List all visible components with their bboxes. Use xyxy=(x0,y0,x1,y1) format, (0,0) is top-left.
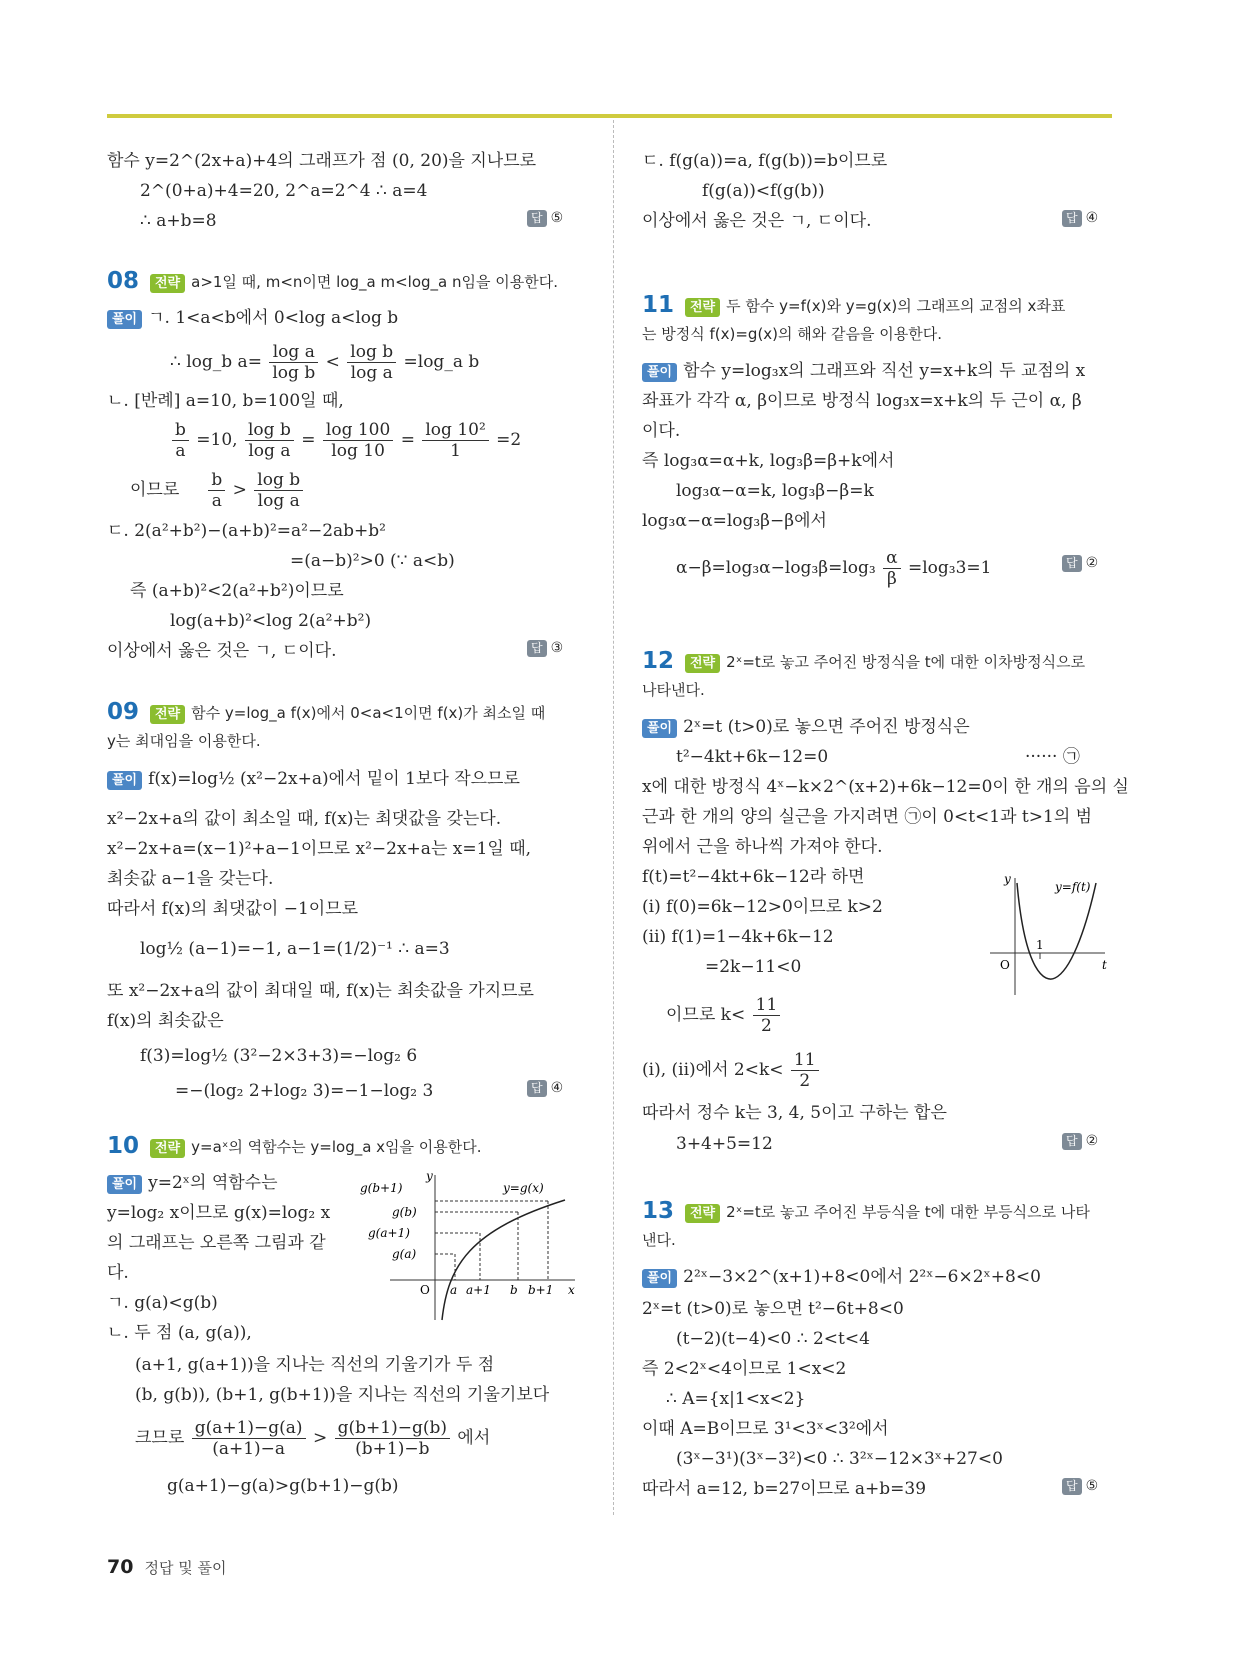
line-text: =10, xyxy=(196,430,238,450)
solution-11-line-7 xyxy=(676,548,992,589)
solution-09-line-9: f(3)=log½ (3²−2×3+3)=−log₂ 6 xyxy=(140,1046,418,1066)
solution-08-line-7: =(a−b)²>0 (∵ a<b) xyxy=(290,551,455,571)
x-axis-label: x xyxy=(568,1283,575,1297)
line-text: 이므로 xyxy=(130,480,180,500)
solution-11-line-3: 이다. xyxy=(642,421,681,441)
solution-11-line-6: log₃α−α=log₃β−β에서 xyxy=(642,511,827,531)
curve-label: y=f(t) xyxy=(1055,880,1091,894)
fraction xyxy=(254,470,303,511)
strategy-09-line-2: y는 최대임을 이용한다. xyxy=(107,732,261,750)
solution-13-line-4: 즉 2<2ˣ<4이므로 1<x<2 xyxy=(642,1359,847,1379)
numerator: log b xyxy=(254,470,303,491)
solution-10-line-6: ㄴ. 두 점 (a, g(a)), xyxy=(107,1323,252,1343)
solution-11-line-5: log₃α−α=k, log₃β−β=k xyxy=(676,481,874,501)
tick-label: 1 xyxy=(1036,938,1044,952)
strategy-text: 2ˣ=t로 놓고 주어진 방정식을 t에 대한 이차방정식으로 xyxy=(726,653,1086,671)
line-text: ㄱ. 1<a<b에서 0<log a<log b xyxy=(148,308,399,328)
solution-09-line-7: 또 x²−2x+a의 값이 최대일 때, f(x)는 최솟값을 가지므로 xyxy=(107,981,534,1001)
intro-line-3: ∴ a+b=8 xyxy=(140,211,217,231)
strategy-text: y=aˣ의 역함수는 y=log_a x임을 이용한다. xyxy=(191,1138,482,1156)
solution-12-line-8: (ii) f(1)=1−4k+6k−12 xyxy=(642,927,834,947)
fraction xyxy=(422,420,488,461)
fraction xyxy=(172,420,189,461)
y-label-gb1: g(b+1) xyxy=(360,1181,403,1195)
denominator: (a+1)−a xyxy=(212,1439,286,1459)
fraction xyxy=(269,342,318,383)
solution-tag: 풀이 xyxy=(642,363,677,382)
solution-08-line-5 xyxy=(130,470,305,511)
answer-value: ② xyxy=(1085,555,1099,571)
strategy-11 xyxy=(685,295,1065,317)
solution-tag: 풀이 xyxy=(107,771,142,790)
denominator: log b xyxy=(272,363,316,383)
solution-13-line-5: ∴ A={x|1<x<2} xyxy=(666,1389,806,1409)
solution-09-line-8: f(x)의 최솟값은 xyxy=(107,1011,224,1031)
solution-12-line-6: f(t)=t²−4kt+6k−12라 하면 xyxy=(642,867,865,887)
strategy-12-line-2: 나타낸다. xyxy=(642,681,705,699)
strategy-12 xyxy=(685,651,1085,673)
top-rule xyxy=(107,114,1112,118)
cont-answer xyxy=(1062,210,1098,227)
solution-10-line-5: ㄱ. g(a)<g(b) xyxy=(107,1293,218,1313)
x-label-b: b xyxy=(510,1283,518,1297)
solution-12-line-9: =2k−11<0 xyxy=(705,957,802,977)
solution-tag: 풀이 xyxy=(642,1269,677,1288)
solution-11-line-1 xyxy=(642,360,1085,382)
solution-12-line-3: x에 대한 방정식 4ˣ−k×2^(x+2)+6k−12=0이 한 개의 음의 실 xyxy=(642,777,1129,797)
curve-label: y=g(x) xyxy=(503,1181,544,1195)
t-axis-label: t xyxy=(1102,958,1107,972)
log-graph xyxy=(360,1170,580,1325)
strategy-text: a>1일 때, m<n이면 log_a m<log_a n임을 이용한다. xyxy=(191,273,558,291)
strategy-08 xyxy=(150,271,558,293)
numerator: log 10² xyxy=(422,420,488,441)
solution-tag: 풀이 xyxy=(107,1175,142,1194)
cont-line-2: f(g(a))<f(g(b)) xyxy=(702,181,825,201)
solution-12-line-2: t²−4kt+6k−12=0 xyxy=(676,747,829,767)
y-label-gb: g(b) xyxy=(392,1205,417,1219)
operator: = xyxy=(400,430,415,450)
solution-13-line-7: (3ˣ−3¹)(3ˣ−3²)<0 ∴ 3²ˣ−12×3ˣ+27<0 xyxy=(676,1449,1003,1469)
solution-09-line-2: x²−2x+a의 값이 최소일 때, f(x)는 최댓값을 갖는다. xyxy=(107,809,502,829)
solution-10-line-2: y=log₂ x이므로 g(x)=log₂ x xyxy=(107,1203,331,1223)
answer-badge: 답 xyxy=(1062,1133,1082,1150)
strategy-13-line-2: 낸다. xyxy=(642,1231,676,1249)
answer-badge: 답 xyxy=(527,1080,547,1097)
numerator: α xyxy=(883,548,900,569)
x-label-b1: b+1 xyxy=(528,1283,554,1297)
numerator: b xyxy=(172,420,189,441)
solution-09-line-6: log½ (a−1)=−1, a−1=(1/2)⁻¹ ∴ a=3 xyxy=(140,939,450,959)
solution-12-line-4: 근과 한 개의 양의 실근을 가지려면 ㉠이 0<t<1과 t>1의 범 xyxy=(642,807,1093,827)
strategy-text: 함수 y=log_a f(x)에서 0<a<1이면 f(x)가 최소일 때 xyxy=(191,704,546,722)
line-text: 2²ˣ−3×2^(x+1)+8<0에서 2²ˣ−6×2ˣ+8<0 xyxy=(683,1267,1041,1287)
equation-marker: ······ ㉠ xyxy=(1025,747,1080,767)
solution-08-line-1 xyxy=(107,307,398,329)
line-text: f(x)=log½ (x²−2x+a)에서 밑이 1보다 작으므로 xyxy=(148,769,520,789)
answer-13 xyxy=(1062,1478,1098,1495)
x-label-a: a xyxy=(450,1283,458,1297)
numerator: b xyxy=(208,470,225,491)
answer-value: ④ xyxy=(550,1080,564,1096)
fraction xyxy=(883,548,900,589)
denominator: (b+1)−b xyxy=(355,1439,430,1459)
fraction xyxy=(791,1050,819,1091)
operator: > xyxy=(312,1428,328,1448)
solution-13-line-1 xyxy=(642,1266,1041,1288)
footer-label: 정답 및 풀이 xyxy=(144,1559,227,1577)
intro-line-1: 함수 y=2^(2x+a)+4의 그래프가 점 (0, 20)을 지나므로 xyxy=(107,151,537,171)
denominator: 1 xyxy=(450,441,461,461)
line-text: α−β=log₃α−log₃β=log₃ xyxy=(676,558,876,578)
answer-value: ② xyxy=(1085,1133,1099,1149)
problem-number-11: 11 xyxy=(642,292,675,318)
answer-08 xyxy=(527,640,563,657)
line-text: y=2ˣ의 역함수는 xyxy=(148,1173,278,1193)
solution-09-line-1 xyxy=(107,768,520,790)
answer-09 xyxy=(527,1080,563,1097)
fraction xyxy=(208,470,225,511)
operator: < xyxy=(325,352,340,372)
denominator: 2 xyxy=(761,1016,772,1036)
solution-12-line-5: 위에서 근을 하나씩 가져야 한다. xyxy=(642,837,883,857)
solution-10-line-7: (a+1, g(a+1))을 지나는 직선의 기울기가 두 점 xyxy=(135,1355,495,1375)
solution-10-line-3: 의 그래프는 오른쪽 그림과 같 xyxy=(107,1233,326,1253)
numerator: g(b+1)−g(b) xyxy=(335,1418,450,1439)
parabola-graph xyxy=(990,873,1120,998)
answer-value: ⑤ xyxy=(1085,1478,1099,1494)
denominator: log a xyxy=(257,491,300,511)
fraction xyxy=(335,1418,450,1459)
strategy-tag: 전략 xyxy=(685,1204,720,1223)
solution-13-line-6: 이때 A=B이므로 3¹<3ˣ<3²에서 xyxy=(642,1419,889,1439)
solution-tag: 풀이 xyxy=(107,310,142,329)
numerator: 11 xyxy=(753,995,781,1016)
denominator: log 10 xyxy=(331,441,385,461)
solution-12-line-7: (i) f(0)=6k−12>0이므로 k>2 xyxy=(642,897,883,917)
problem-number-09: 09 xyxy=(107,699,140,725)
problem-number-10: 10 xyxy=(107,1133,140,1159)
solution-08-line-3: ㄴ. [반례] a=10, b=100일 때, xyxy=(107,391,344,411)
solution-10-line-10: g(a+1)−g(a)>g(b+1)−g(b) xyxy=(167,1476,399,1496)
problem-number-13: 13 xyxy=(642,1198,675,1224)
line-text: =log₃3=1 xyxy=(908,558,992,578)
numerator: log b xyxy=(347,342,396,363)
solution-10-line-1 xyxy=(107,1172,278,1194)
log-curve xyxy=(442,1200,565,1320)
answer-badge: 답 xyxy=(1062,1478,1082,1495)
operator: =2 xyxy=(496,430,522,450)
answer-11 xyxy=(1062,555,1098,572)
strategy-tag: 전략 xyxy=(685,298,720,317)
cont-line-3: 이상에서 옳은 것은 ㄱ, ㄷ이다. xyxy=(642,211,872,231)
operator: = xyxy=(301,430,316,450)
denominator: a xyxy=(175,441,186,461)
strategy-13 xyxy=(685,1201,1090,1223)
denominator: 2 xyxy=(799,1071,811,1091)
line-text: 함수 y=log₃x의 그래프와 직선 y=x+k의 두 교점의 x xyxy=(683,361,1086,381)
solution-11-line-4: 즉 log₃α=α+k, log₃β=β+k에서 xyxy=(642,451,895,471)
page-footer xyxy=(107,1556,227,1578)
solution-09-line-3: x²−2x+a=(x−1)²+a−1이므로 x²−2x+a는 x=1일 때, xyxy=(107,839,532,859)
denominator: a xyxy=(211,491,222,511)
fraction xyxy=(753,995,781,1036)
numerator: 11 xyxy=(791,1050,819,1071)
line-text: 이므로 k< xyxy=(666,1005,746,1025)
y-axis-label: y xyxy=(1004,873,1011,886)
answer-badge: 답 xyxy=(527,210,547,227)
fraction xyxy=(323,420,393,461)
strategy-09 xyxy=(150,702,545,724)
problem-number-08: 08 xyxy=(107,268,140,294)
denominator: log a xyxy=(350,363,393,383)
origin-label: O xyxy=(1000,958,1010,972)
line-text: 크므로 xyxy=(135,1428,185,1448)
solution-tag: 풀이 xyxy=(642,719,677,738)
operator: > xyxy=(232,480,247,500)
solution-10-line-4: 다. xyxy=(107,1263,129,1283)
y-label-ga: g(a) xyxy=(392,1247,417,1261)
parabola-curve xyxy=(1017,883,1096,979)
strategy-tag: 전략 xyxy=(150,705,185,724)
problem-number-12: 12 xyxy=(642,648,675,674)
line-text: 2ˣ=t (t>0)로 놓으면 주어진 방정식은 xyxy=(683,717,970,737)
numerator: log b xyxy=(245,420,294,441)
strategy-11-line-2: 는 방정식 f(x)=g(x)의 해와 같음을 이용한다. xyxy=(642,325,943,343)
page-number: 70 xyxy=(107,1556,134,1578)
strategy-text: 두 함수 y=f(x)와 y=g(x)의 그래프의 교점의 x좌표 xyxy=(726,297,1066,315)
solution-08-line-4 xyxy=(170,420,521,461)
solution-08-line-8: 즉 (a+b)²<2(a²+b²)이므로 xyxy=(130,581,344,601)
numerator: log 100 xyxy=(323,420,393,441)
fraction xyxy=(192,1418,306,1459)
solution-08-line-6: ㄷ. 2(a²+b²)−(a+b)²=a²−2ab+b² xyxy=(107,521,387,541)
solution-12-line-10 xyxy=(666,995,782,1036)
column-divider xyxy=(613,120,614,1515)
solution-08-line-9: log(a+b)²<log 2(a²+b²) xyxy=(170,611,372,631)
operator: =log_a b xyxy=(403,352,480,372)
solution-12-line-13: 3+4+5=12 xyxy=(676,1134,773,1154)
solution-13-line-8: 따라서 a=12, b=27이므로 a+b=39 xyxy=(642,1479,927,1499)
solution-10-line-9 xyxy=(135,1418,490,1459)
answer-value: ③ xyxy=(550,640,564,656)
solution-13-line-2: 2ˣ=t (t>0)로 놓으면 t²−6t+8<0 xyxy=(642,1299,904,1319)
numerator: g(a+1)−g(a) xyxy=(192,1418,306,1439)
denominator: log a xyxy=(248,441,291,461)
y-axis-label: y xyxy=(426,1170,433,1183)
answer-value: ④ xyxy=(1085,210,1099,226)
strategy-tag: 전략 xyxy=(150,1139,185,1158)
solution-13-line-3: (t−2)(t−4)<0 ∴ 2<t<4 xyxy=(676,1329,870,1349)
strategy-tag: 전략 xyxy=(150,274,185,293)
line-text: (i), (ii)에서 2<k< xyxy=(642,1060,784,1080)
fraction xyxy=(245,420,294,461)
answer-badge: 답 xyxy=(1062,210,1082,227)
denominator: β xyxy=(886,569,897,589)
cont-line-1: ㄷ. f(g(a))=a, f(g(b))=b이므로 xyxy=(642,151,888,171)
solution-12-line-11 xyxy=(642,1050,821,1091)
answer-badge: 답 xyxy=(1062,555,1082,572)
strategy-tag: 전략 xyxy=(685,654,720,673)
solution-12-line-12: 따라서 정수 k는 3, 4, 5이고 구하는 합은 xyxy=(642,1103,947,1123)
line-text: ∴ log_b a= xyxy=(170,352,262,372)
strategy-10 xyxy=(150,1136,482,1158)
strategy-text: 2ˣ=t로 놓고 주어진 부등식을 t에 대한 부등식으로 나타 xyxy=(726,1203,1090,1221)
solution-09-line-5: 따라서 f(x)의 최댓값이 −1이므로 xyxy=(107,899,359,919)
x-label-a1: a+1 xyxy=(466,1283,491,1297)
answer-badge: 답 xyxy=(527,640,547,657)
answer-value: ⑤ xyxy=(550,210,564,226)
numerator: log a xyxy=(269,342,318,363)
intro-answer xyxy=(527,210,563,227)
origin-label: O xyxy=(420,1283,430,1297)
solution-08-line-10: 이상에서 옳은 것은 ㄱ, ㄷ이다. xyxy=(107,641,337,661)
solution-08-line-2 xyxy=(170,342,479,383)
solution-12-line-1 xyxy=(642,716,970,738)
solution-11-line-2: 좌표가 각각 α, β이므로 방정식 log₃x=x+k의 두 근이 α, β xyxy=(642,391,1082,411)
solution-10-line-8: (b, g(b)), (b+1, g(b+1))을 지나는 직선의 기울기보다 xyxy=(135,1385,550,1405)
y-label-ga1: g(a+1) xyxy=(368,1226,410,1240)
intro-line-2: 2^(0+a)+4=20, 2^a=2^4 ∴ a=4 xyxy=(140,181,428,201)
fraction xyxy=(347,342,396,383)
line-text: 에서 xyxy=(457,1428,491,1448)
solution-09-line-4: 최솟값 a−1을 갖는다. xyxy=(107,869,274,889)
answer-12 xyxy=(1062,1133,1098,1150)
solution-09-line-10: =−(log₂ 2+log₂ 3)=−1−log₂ 3 xyxy=(175,1081,434,1101)
